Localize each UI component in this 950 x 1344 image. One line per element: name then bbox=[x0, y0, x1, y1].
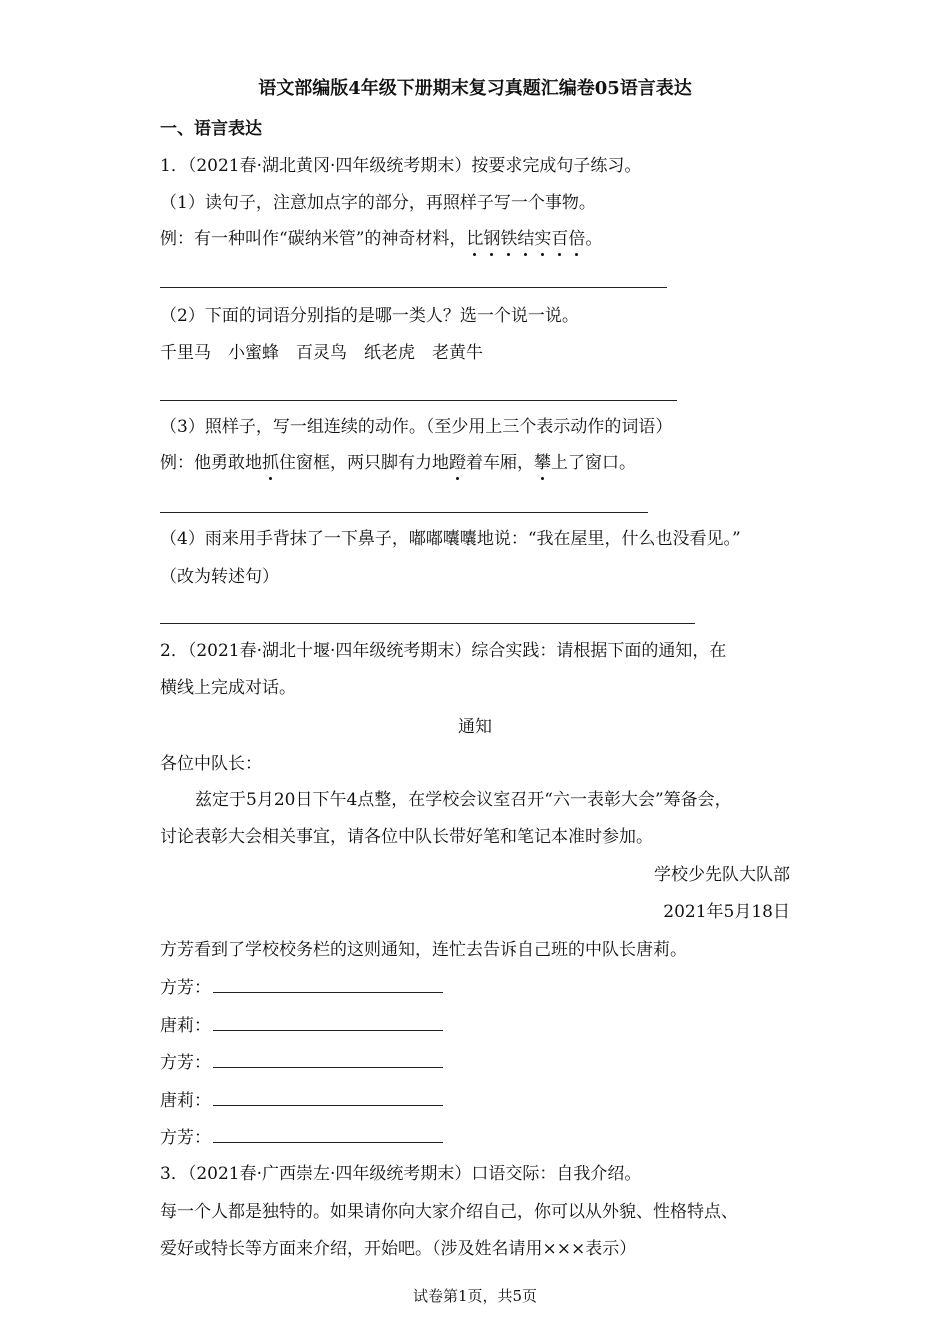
q2-stem-line2: 横线上完成对话。 bbox=[160, 678, 296, 698]
section-heading: 一、语言表达 bbox=[160, 119, 262, 139]
q1-part4-instruction: （改为转述句） bbox=[160, 567, 279, 587]
q3-stem: 3．（2021春·广西崇左·四年级统考期末）口语交际：自我介绍。 bbox=[160, 1164, 642, 1184]
dotted-char: 比 bbox=[466, 229, 484, 249]
q2-stem-line1: 2．（2021春·湖北十堰·四年级统考期末）综合实践：请根据下面的通知，在 bbox=[160, 641, 727, 661]
dialog-line bbox=[160, 1089, 443, 1112]
notice-date: 2021年5月18日 bbox=[663, 902, 790, 922]
q3-line1: 每一个人都是独特的。如果请你向大家介绍自己，你可以从外貌、性格特点、 bbox=[160, 1202, 738, 1222]
dialog-answer-blank[interactable] bbox=[213, 1089, 443, 1106]
dotted-char: 实 bbox=[534, 229, 552, 249]
dialog-answer-blank[interactable] bbox=[213, 1051, 443, 1068]
dialog-answer-blank[interactable] bbox=[213, 976, 443, 993]
q1-part1-prompt: （1）读句子，注意加点字的部分，再照样子写一个事物。 bbox=[160, 193, 596, 213]
dialog-line bbox=[160, 976, 443, 999]
notice-signature: 学校少先队大队部 bbox=[654, 865, 790, 885]
dialog-line bbox=[160, 1126, 443, 1149]
speaker-label: 方芳： bbox=[160, 1053, 211, 1073]
answer-line-q1-4[interactable] bbox=[160, 623, 695, 624]
q1-part2-words: 千里马 小蜜蜂 百灵鸟 纸老虎 老黄牛 bbox=[160, 343, 483, 363]
dialog-answer-blank[interactable] bbox=[213, 1126, 443, 1143]
q3-line2: 爱好或特长等方面来介绍，开始吧。（涉及姓名请用×××表示） bbox=[160, 1239, 637, 1259]
answer-line-q1-3[interactable] bbox=[160, 512, 648, 513]
dotted-char: 蹬 bbox=[449, 453, 466, 473]
notice-body-line1: 兹定于5月20日下午4点整，在学校会议室召开“六一表彰大会”筹备会， bbox=[195, 790, 732, 810]
dotted-char: 铁 bbox=[500, 229, 518, 249]
page-footer: 试卷第1页，共5页 bbox=[412, 1287, 538, 1305]
page-title: 语文部编版4年级下册期末复习真题汇编卷05语言表达 bbox=[258, 78, 692, 99]
dialog-answer-blank[interactable] bbox=[213, 1014, 443, 1031]
q1-part3-example: 例：他勇敢地抓住窗框，两只脚有力地蹬着车厢，攀上了窗口。 bbox=[160, 453, 636, 473]
dotted-char: 百 bbox=[551, 229, 569, 249]
dotted-char: 抓 bbox=[262, 453, 279, 473]
q1-stem: 1．（2021春·湖北黄冈·四年级统考期末）按要求完成句子练习。 bbox=[160, 156, 642, 176]
q2-context: 方芳看到了学校校务栏的这则通知，连忙去告诉自己班的中队长唐莉。 bbox=[160, 940, 687, 960]
answer-line-q1-1[interactable] bbox=[160, 287, 667, 288]
dotted-char: 钢 bbox=[483, 229, 501, 249]
notice-title: 通知 bbox=[458, 717, 492, 737]
speaker-label: 唐莉： bbox=[160, 1016, 211, 1036]
dotted-char: 攀 bbox=[534, 453, 551, 473]
dialog-line bbox=[160, 1051, 443, 1074]
dialog-line bbox=[160, 1014, 443, 1037]
notice-salutation: 各位中队长： bbox=[160, 754, 262, 774]
q1-part2-prompt: （2）下面的词语分别指的是哪一类人？选一个说一说。 bbox=[160, 306, 579, 326]
dotted-char: 倍 bbox=[568, 229, 586, 249]
q1-part4-prompt: （4）雨来用手背抹了一下鼻子，嘟嘟囔囔地说：“我在屋里，什么也没看见。” bbox=[160, 529, 741, 549]
notice-body-line2: 讨论表彰大会相关事宜，请各位中队长带好笔和笔记本准时参加。 bbox=[160, 827, 653, 847]
q1-part1-example: 例：有一种叫作“碳纳米管”的神奇材料，比钢铁结实百倍。 bbox=[160, 229, 603, 249]
speaker-label: 唐莉： bbox=[160, 1091, 211, 1111]
dotted-char: 结 bbox=[517, 229, 535, 249]
q1-part3-prompt: （3）照样子，写一组连续的动作。（至少用上三个表示动作的词语） bbox=[160, 417, 673, 437]
answer-line-q1-2[interactable] bbox=[160, 400, 677, 401]
speaker-label: 方芳： bbox=[160, 978, 211, 998]
speaker-label: 方芳： bbox=[160, 1128, 211, 1148]
